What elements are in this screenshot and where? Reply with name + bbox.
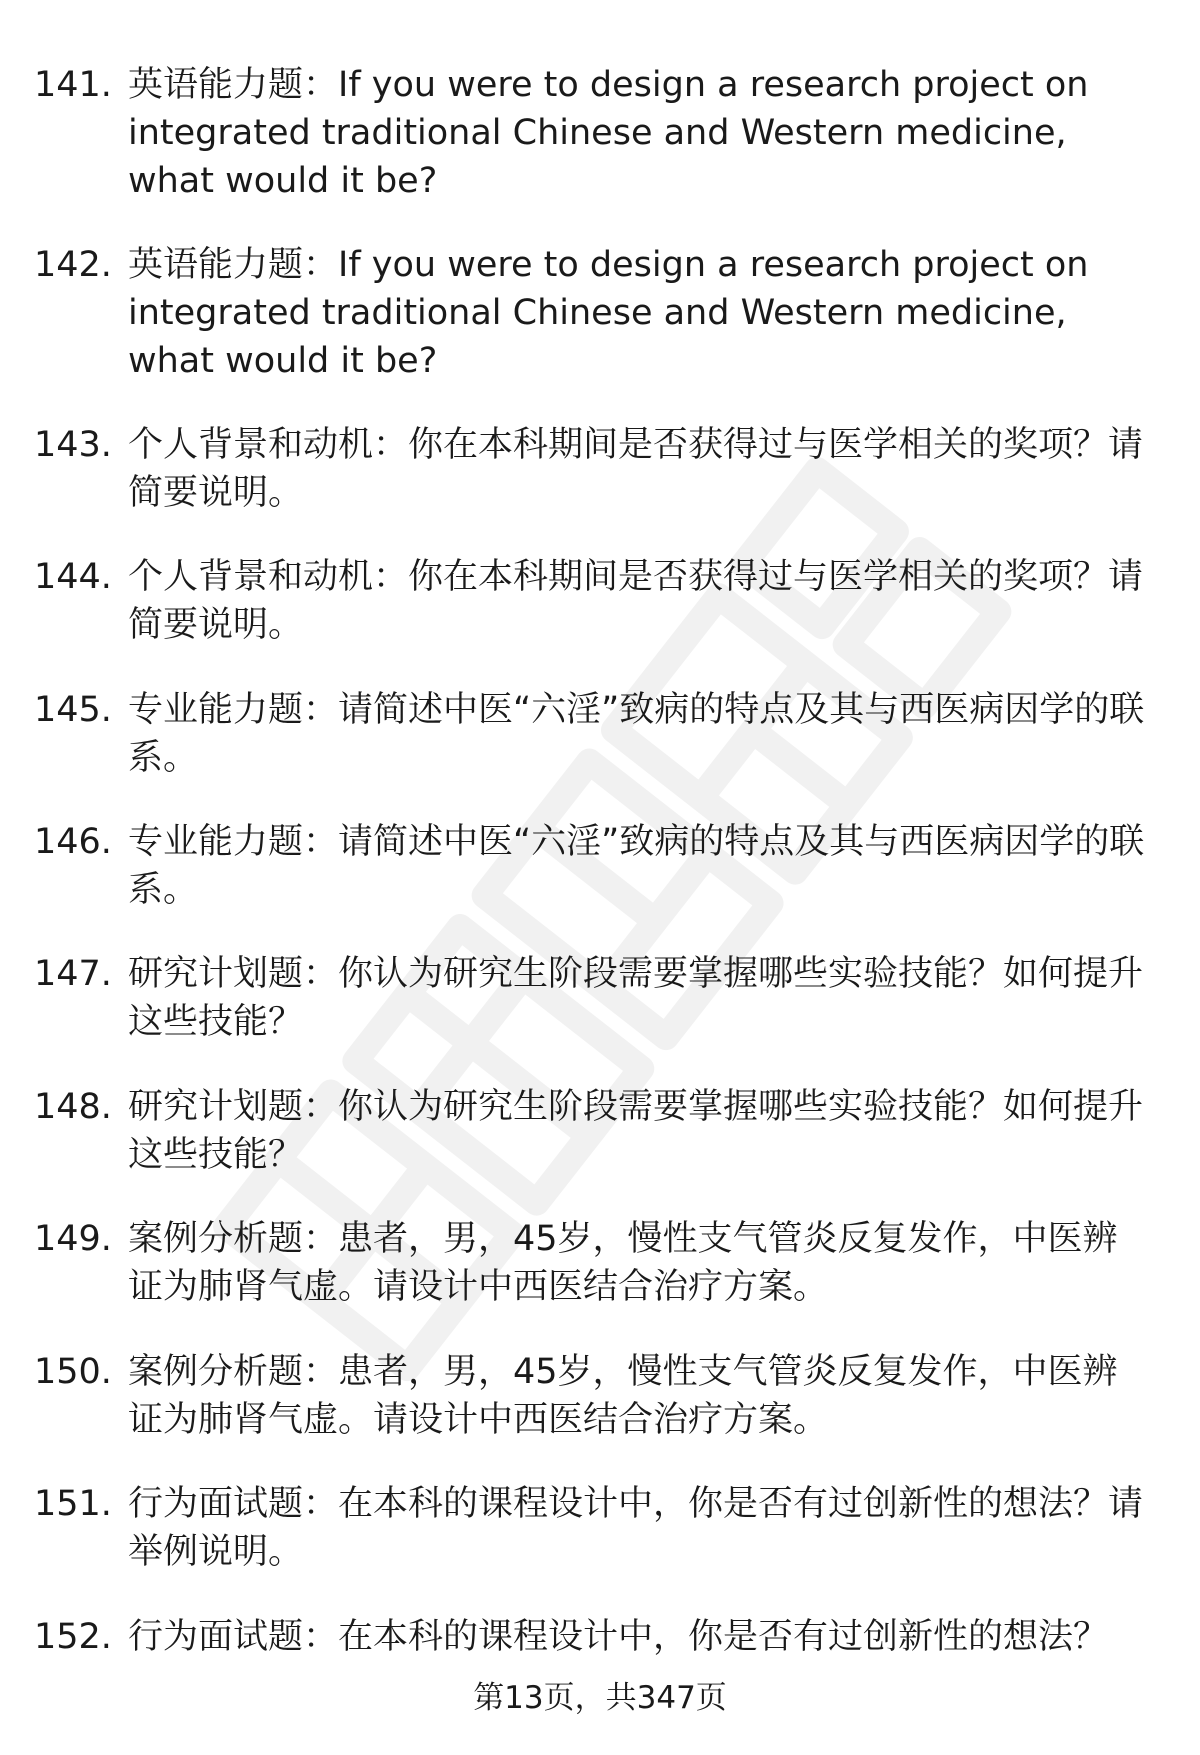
question-text: 行为面试题：在本科的课程设计中，你是否有过创新性的想法？ (128, 1617, 1109, 1657)
page-footer (0, 1676, 1200, 1720)
question-text: 专业能力题：请简述中医“六淫”致病的特点及其与西医病因学的联系。 (128, 822, 1145, 910)
question-number: 144. (34, 557, 112, 597)
question-number: 141. (34, 65, 112, 105)
question-text: 个人背景和动机：你在本科期间是否获得过与医学相关的奖项？请简要说明。 (128, 425, 1144, 513)
question-number: 151. (34, 1484, 112, 1524)
question-text: 行为面试题：在本科的课程设计中，你是否有过创新性的想法？请举例说明。 (128, 1484, 1144, 1572)
question-text: 英语能力题：If you were to design a research project on integrated traditional Chinese and Western medicine, what would it be? (128, 245, 1089, 381)
question-number: 143. (34, 425, 112, 465)
question-number: 145. (34, 690, 112, 730)
question-text: 英语能力题：If you were to design a research project on integrated traditional Chinese and Western medicine, what would it be? (128, 65, 1089, 201)
question-number: 152. (34, 1617, 112, 1657)
question-text: 案例分析题：患者，男，45岁，慢性支气管炎反复发作，中医辨证为肺肾气虚。请设计中西医结合治疗方案。 (128, 1352, 1118, 1440)
question-number: 149. (34, 1219, 112, 1259)
question-text: 研究计划题：你认为研究生阶段需要掌握哪些实验技能？如何提升这些技能？ (128, 954, 1144, 1042)
question-number: 146. (34, 822, 112, 862)
question-text: 专业能力题：请简述中医“六淫”致病的特点及其与西医病因学的联系。 (128, 690, 1145, 778)
question-number: 148. (34, 1087, 112, 1127)
question-text: 研究计划题：你认为研究生阶段需要掌握哪些实验技能？如何提升这些技能？ (128, 1087, 1144, 1175)
question-number: 147. (34, 954, 112, 994)
question-number: 142. (34, 245, 112, 285)
question-text: 个人背景和动机：你在本科期间是否获得过与医学相关的奖项？请简要说明。 (128, 557, 1144, 645)
question-number: 150. (34, 1352, 112, 1392)
page-number-label: 第13页，共347页 (473, 1680, 727, 1716)
question-text: 案例分析题：患者，男，45岁，慢性支气管炎反复发作，中医辨证为肺肾气虚。请设计中西医结合治疗方案。 (128, 1219, 1118, 1307)
